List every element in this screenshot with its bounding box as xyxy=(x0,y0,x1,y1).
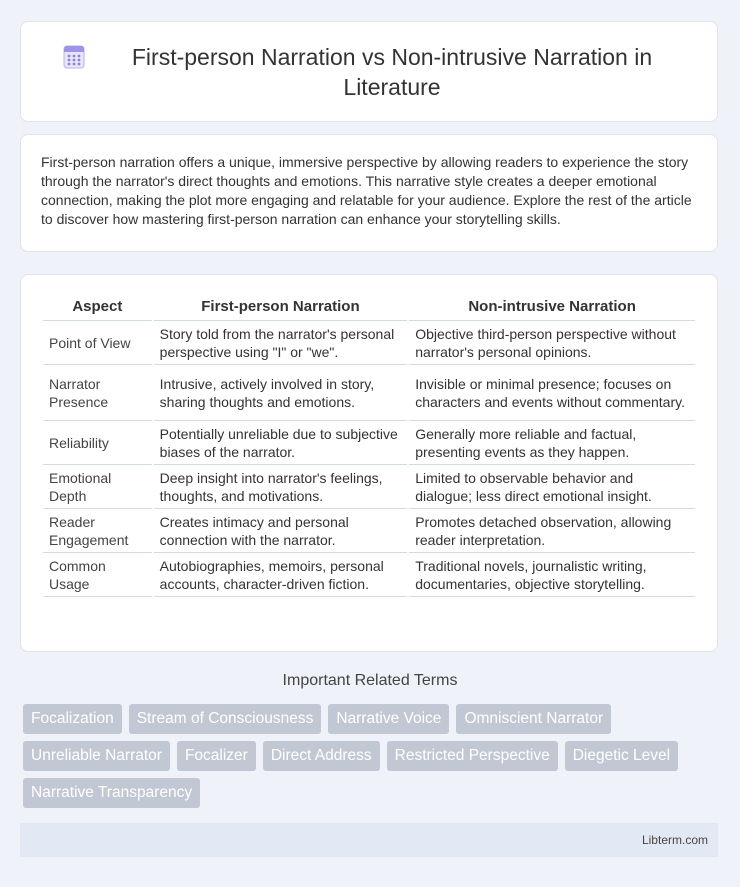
tag-restricted-perspective[interactable]: Restricted Perspective xyxy=(387,741,558,771)
row-non-intrusive: Limited to observable behavior and dialogue; less direct emotional insight. xyxy=(409,465,695,509)
row-first-person: Intrusive, actively involved in story, sharing thoughts and emotions. xyxy=(154,365,408,421)
tag-narrative-transparency[interactable]: Narrative Transparency xyxy=(23,778,200,808)
row-first-person: Potentially unreliable due to subjective biases of the narrator. xyxy=(154,421,408,465)
tag-omniscient-narrator[interactable]: Omniscient Narrator xyxy=(456,704,611,734)
related-terms-heading: Important Related Terms xyxy=(282,672,458,689)
table-grid-icon xyxy=(61,44,87,70)
row-first-person: Story told from the narrator's personal perspective using "I" or "we". xyxy=(154,321,408,365)
table-row xyxy=(43,465,695,509)
row-non-intrusive: Generally more reliable and factual, presenting events as they happen. xyxy=(409,421,695,465)
table-row xyxy=(43,421,695,465)
tag-stream-of-consciousness[interactable]: Stream of Consciousness xyxy=(129,704,322,734)
comparison-card xyxy=(20,274,718,652)
footer-brand[interactable]: Libterm.com xyxy=(641,833,708,847)
row-aspect: Narrator Presence xyxy=(43,365,152,421)
row-aspect: Point of View xyxy=(43,321,152,365)
tag-narrative-voice[interactable]: Narrative Voice xyxy=(328,704,449,734)
header-non-intrusive: Non-intrusive Narration xyxy=(409,295,695,321)
row-aspect: Emotional Depth xyxy=(43,465,152,509)
tag-unreliable-narrator[interactable]: Unreliable Narrator xyxy=(23,741,170,771)
row-non-intrusive: Promotes detached observation, allowing reader interpretation. xyxy=(409,509,695,553)
tag-diegetic-level[interactable]: Diegetic Level xyxy=(565,741,678,771)
row-non-intrusive: Objective third-person perspective without narrator's personal opinions. xyxy=(409,321,695,365)
table-row xyxy=(43,509,695,553)
row-aspect: Reader Engagement xyxy=(43,509,152,553)
table-row xyxy=(43,553,695,597)
tag-focalizer[interactable]: Focalizer xyxy=(177,741,256,771)
comparison-table xyxy=(41,295,697,597)
table-header-row xyxy=(43,295,695,321)
related-terms-tags xyxy=(23,704,703,808)
row-first-person: Creates intimacy and personal connection with the narrator. xyxy=(154,509,408,553)
row-aspect: Common Usage xyxy=(43,553,152,597)
footer xyxy=(20,823,718,857)
intro-paragraph: First-person narration offers a unique, immersive perspective by allowing readers to experience the story through the narrator's direct thoughts and emotions. This narrative style creates a deeper emotional connection, making the plot more engaging and relatable for your audience. Explore the rest of the article to discover how mastering first-person narration can enhance your storytelling skills. xyxy=(41,154,692,227)
row-first-person: Deep insight into narrator's feelings, thoughts, and motivations. xyxy=(154,465,408,509)
header-aspect: Aspect xyxy=(43,295,152,321)
row-aspect: Reliability xyxy=(43,421,152,465)
row-first-person: Autobiographies, memoirs, personal accounts, character-driven fiction. xyxy=(154,553,408,597)
table-row xyxy=(43,321,695,365)
intro-card xyxy=(20,134,718,252)
row-non-intrusive: Invisible or minimal presence; focuses on characters and events without commentary. xyxy=(409,365,695,421)
tag-focalization[interactable]: Focalization xyxy=(23,704,122,734)
title-card xyxy=(20,21,718,122)
header-first-person: First-person Narration xyxy=(154,295,408,321)
tag-direct-address[interactable]: Direct Address xyxy=(263,741,380,771)
page-title: First-person Narration vs Non-intrusive Narration in Literature xyxy=(131,43,653,100)
table-row xyxy=(43,365,695,421)
title-wrap xyxy=(61,42,677,102)
row-non-intrusive: Traditional novels, journalistic writing, documentaries, objective storytelling. xyxy=(409,553,695,597)
